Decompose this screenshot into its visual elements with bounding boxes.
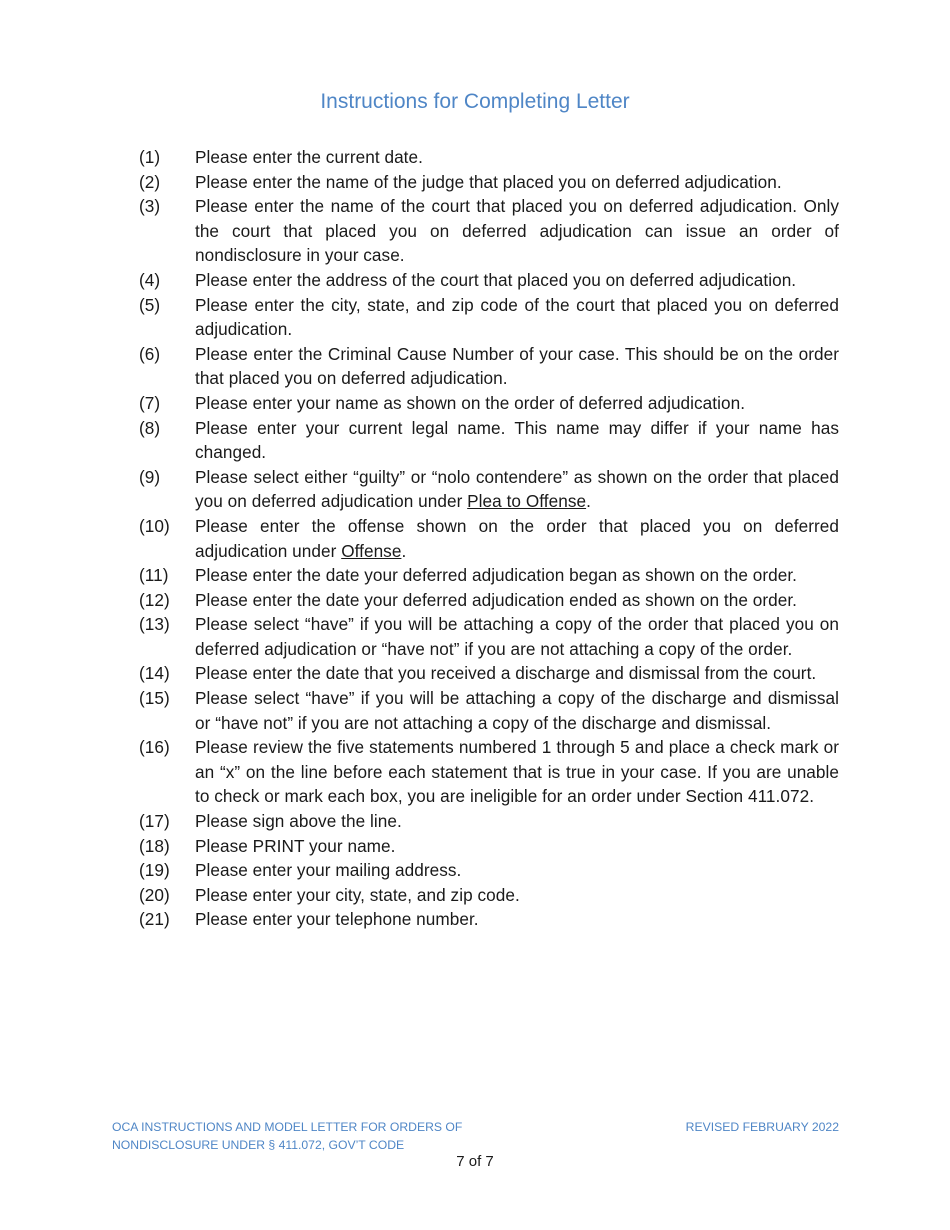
- item-text-main: Please sign above the line.: [195, 811, 402, 832]
- item-number: (13): [139, 614, 170, 635]
- item-text: [195, 391, 839, 416]
- item-number: (8): [139, 417, 161, 438]
- item-text-end: .: [401, 540, 407, 561]
- item-number: (20): [139, 884, 170, 905]
- item-text-main: Please enter the address of the court that placed you on deferred adjudication.: [195, 269, 797, 290]
- item-text-main: Please enter the Criminal Cause Number of your case. This should be on the order that placed you on deferred adjudication.: [195, 343, 839, 389]
- item-number: (17): [139, 811, 170, 832]
- list-item: [139, 834, 839, 859]
- item-number: (9): [139, 466, 161, 487]
- item-text: [195, 588, 839, 613]
- item-text: [195, 563, 839, 588]
- footer-document-title: [112, 1119, 462, 1154]
- item-text-main: Please select “have” if you will be attaching a copy of the order that placed you on deferred adjudication or “have not” if you are not attaching a copy of the order.: [195, 614, 839, 659]
- item-text: [195, 858, 839, 883]
- item-number: (15): [139, 688, 170, 709]
- item-number: (16): [139, 737, 170, 758]
- item-text-main: Please enter the name of the judge that placed you on deferred adjudication.: [195, 171, 782, 192]
- page-number: 7 of 7: [456, 1153, 494, 1170]
- list-item: [139, 735, 839, 809]
- list-item: [139, 514, 839, 563]
- list-item: [139, 809, 839, 834]
- item-number: (3): [139, 196, 161, 217]
- item-text: [195, 465, 839, 514]
- item-text-main: Please enter your current legal name. This name may differ if your name has changed.: [195, 417, 839, 463]
- page-title: Instructions for Completing Letter: [320, 90, 630, 113]
- footer-title-line-1: OCA INSTRUCTIONS AND MODEL LETTER FOR ORDERS OF: [112, 1120, 463, 1134]
- instruction-list: [139, 145, 839, 932]
- item-text: [195, 268, 839, 293]
- item-number: (12): [139, 589, 170, 610]
- item-field-reference: Plea to Offense: [467, 491, 587, 512]
- item-field-reference: Offense: [341, 540, 402, 561]
- item-text: [195, 416, 839, 465]
- item-text-main: Please enter your city, state, and zip code.: [195, 884, 520, 905]
- item-text: [195, 735, 839, 809]
- list-item: [139, 416, 839, 465]
- item-number: (14): [139, 663, 170, 684]
- list-item: [139, 145, 839, 170]
- list-item: [139, 612, 839, 661]
- item-text: [195, 883, 839, 908]
- list-item: [139, 686, 839, 735]
- list-item: [139, 391, 839, 416]
- item-text-main: Please enter the date your deferred adjudication ended as shown on the order.: [195, 589, 798, 610]
- list-item: [139, 268, 839, 293]
- footer-revision-date: REVISED FEBRUARY 2022: [685, 1120, 839, 1134]
- item-text: [195, 194, 839, 268]
- item-text: [195, 686, 839, 735]
- item-text-main: Please enter the date your deferred adjudication began as shown on the order.: [195, 565, 798, 586]
- item-text-main: Please enter the name of the court that placed you on deferred adjudication. Only the court that placed you on deferred adjudication can issue an order of nondisclosure in your case.: [195, 196, 839, 266]
- item-text-main: Please select “have” if you will be attaching a copy of the discharge and dismissal or “have not” if you are not attaching a copy of the discharge and dismissal.: [195, 688, 839, 733]
- item-text: [195, 661, 839, 686]
- item-text-end: .: [586, 491, 591, 512]
- item-text: [195, 809, 839, 834]
- item-number: (21): [139, 909, 170, 930]
- item-number: (11): [139, 565, 169, 586]
- list-item: [139, 661, 839, 686]
- item-number: (19): [139, 860, 170, 881]
- list-item: [139, 858, 839, 883]
- item-text: [195, 907, 839, 932]
- item-text: [195, 293, 839, 342]
- item-text-main: Please select either “guilty” or “nolo contendere” as shown on the order that placed you on deferred adjudication under: [195, 466, 839, 512]
- item-number: (5): [139, 294, 161, 315]
- list-item: [139, 293, 839, 342]
- item-text-main: Please review the five statements numbered 1 through 5 and place a check mark or an “x” on the line before each statement that is true in your case. If you are unable to check or mark each box, you are ineligible for an order under Section 411.072.: [195, 737, 839, 807]
- item-text-main: Please PRINT your name.: [195, 835, 396, 856]
- item-number: (1): [139, 147, 161, 167]
- item-text-main: Please enter your name as shown on the order of deferred adjudication.: [195, 392, 746, 413]
- list-item: [139, 588, 839, 613]
- item-text: [195, 170, 839, 195]
- item-number: (2): [139, 171, 161, 192]
- item-text-main: Please enter the city, state, and zip code of the court that placed you on deferred adjudication.: [195, 294, 839, 340]
- list-item: [139, 883, 839, 908]
- item-text-main: Please enter the current date.: [195, 147, 423, 167]
- item-text-main: Please enter your telephone number.: [195, 909, 479, 930]
- list-item: [139, 465, 839, 514]
- item-number: (10): [139, 515, 170, 536]
- list-item: [139, 194, 839, 268]
- item-text-main: Please enter the offense shown on the order that placed you on deferred adjudication under: [195, 515, 839, 561]
- item-text: [195, 834, 839, 859]
- item-text: [195, 342, 839, 391]
- item-number: (18): [139, 835, 170, 856]
- item-number: (4): [139, 269, 161, 290]
- item-text: [195, 612, 839, 661]
- item-number: (6): [139, 343, 161, 364]
- footer-title-line-2: NONDISCLOSURE UNDER § 411.072, GOV’T CODE: [112, 1137, 405, 1152]
- item-text-main: Please enter your mailing address.: [195, 860, 462, 881]
- list-item: [139, 907, 839, 932]
- list-item: [139, 342, 839, 391]
- list-item: [139, 170, 839, 195]
- item-text: [195, 514, 839, 563]
- item-text-main: Please enter the date that you received a discharge and dismissal from the court.: [195, 663, 817, 684]
- item-number: (7): [139, 392, 161, 413]
- item-text: [195, 145, 839, 170]
- list-item: [139, 563, 839, 588]
